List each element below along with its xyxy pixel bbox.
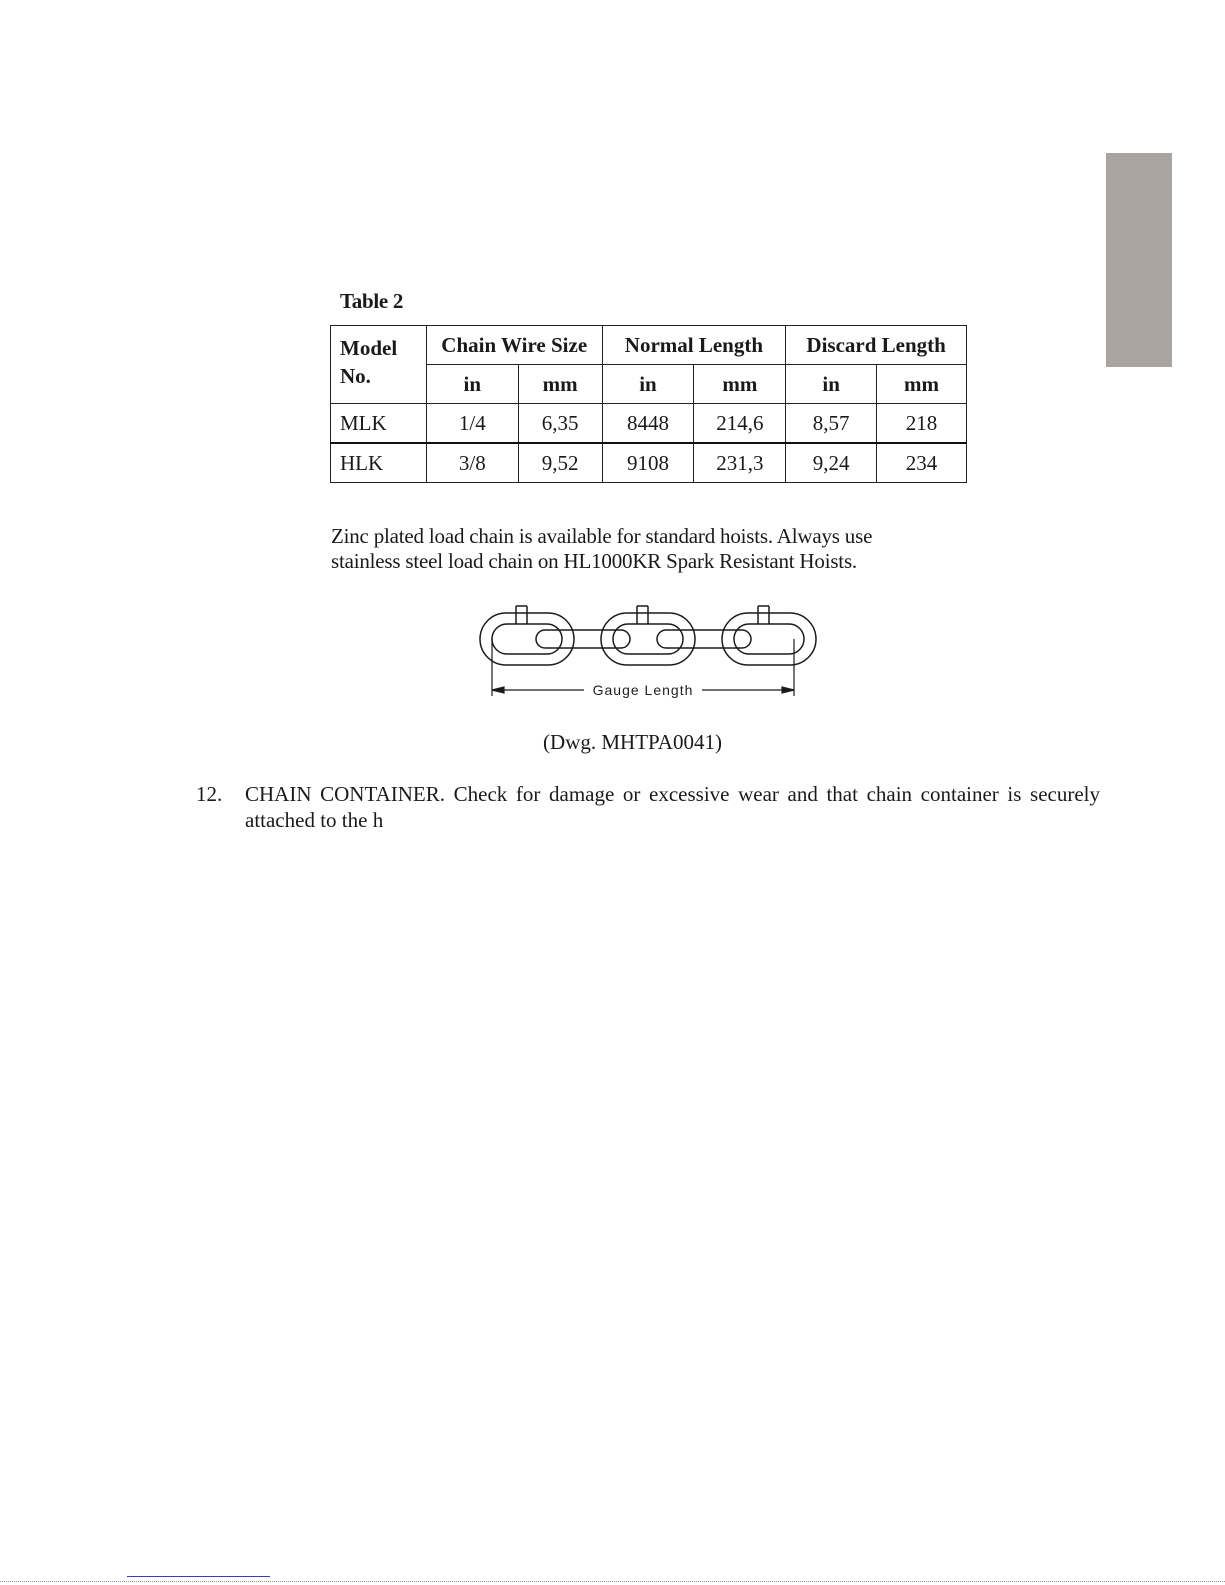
table-cell: 9,24 — [786, 443, 877, 483]
table-cell: 214,6 — [694, 404, 786, 444]
unit-header: in — [786, 365, 877, 404]
unit-header: mm — [694, 365, 786, 404]
model-header-line2: No. — [340, 364, 371, 388]
chain-links — [480, 606, 816, 665]
table-cell: 1/4 — [426, 404, 518, 444]
table-cell: 6,35 — [518, 404, 602, 444]
footnote-rule — [127, 1576, 270, 1577]
model-cell: HLK — [331, 443, 427, 483]
table-cell: 3/8 — [426, 443, 518, 483]
inspection-item-12 — [196, 781, 1100, 833]
unit-header: mm — [877, 365, 967, 404]
discard-length-header: Discard Length — [786, 326, 967, 365]
gauge-length-label: Gauge Length — [592, 682, 694, 698]
table-cell: 231,3 — [694, 443, 786, 483]
table-cell: 9108 — [602, 443, 694, 483]
drawing-caption: (Dwg. MHTPA0041) — [543, 730, 722, 754]
chain-note-line2: stainless steel load chain on HL1000KR Spark Resistant Hoists. — [331, 549, 857, 573]
table-units-row — [331, 365, 967, 404]
table-caption: Table 2 — [340, 289, 404, 313]
model-cell: MLK — [331, 404, 427, 444]
table-cell: 234 — [877, 443, 967, 483]
item-text: CHAIN CONTAINER. Check for damage or excessive wear and that chain container is securely attached to the h — [245, 782, 1100, 832]
chain-gauge-drawing — [476, 604, 821, 708]
table-cell: 8448 — [602, 404, 694, 444]
model-header — [331, 326, 427, 404]
chain-note-line1: Zinc plated load chain is available for standard hoists. Always use — [331, 524, 873, 548]
unit-header: in — [426, 365, 518, 404]
unit-header: mm — [518, 365, 602, 404]
chain-wire-size-header: Chain Wire Size — [426, 326, 602, 365]
chain-spec-table — [330, 325, 967, 483]
unit-header: in — [602, 365, 694, 404]
table-cell: 218 — [877, 404, 967, 444]
table-row — [331, 404, 967, 444]
table-header-row — [331, 326, 967, 365]
section-tab — [1106, 153, 1172, 367]
table-cell: 9,52 — [518, 443, 602, 483]
chain-note — [331, 524, 991, 574]
model-header-line1: Model — [340, 336, 398, 360]
table-row — [331, 443, 967, 483]
page-bottom-border — [0, 1581, 1225, 1582]
item-number: 12. — [196, 782, 223, 806]
table-cell: 8,57 — [786, 404, 877, 444]
normal-length-header: Normal Length — [602, 326, 786, 365]
